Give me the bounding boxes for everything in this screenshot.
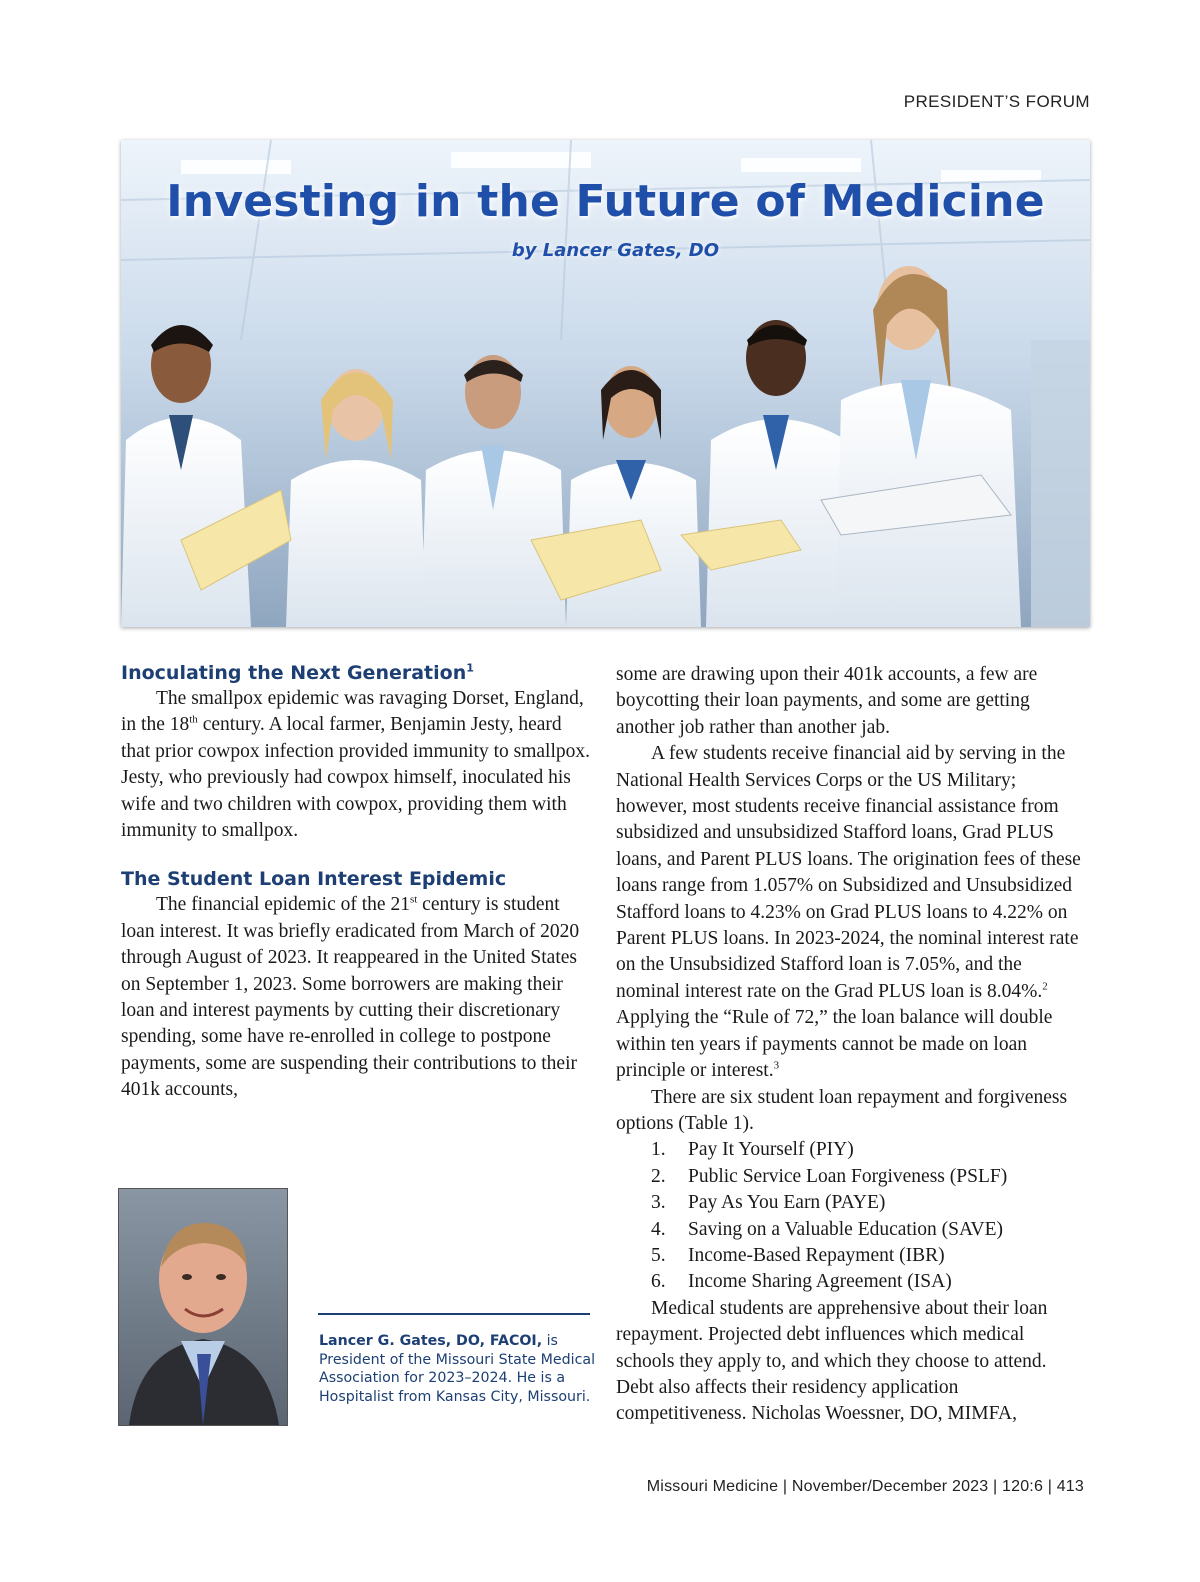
list-item: 5. Income-Based Repayment (IBR) <box>651 1244 945 1266</box>
list-item: 4. Saving on a Valuable Education (SAVE) <box>651 1218 1004 1240</box>
left-column <box>121 660 591 1104</box>
paragraph: There are six student loan repayment and forgiveness options (Table 1). <box>616 1086 1068 1134</box>
section-label: PRESIDENT’S FORUM <box>903 92 1090 111</box>
section-heading: The Student Loan Interest Epidemic <box>121 868 507 891</box>
list-item: 2. Public Service Loan Forgiveness (PSLF) <box>651 1165 1008 1187</box>
article-title: Investing in the Future of Medicine <box>166 176 1045 227</box>
paragraph: Medical students are apprehensive about their loan repayment. Projected debt influences which medical schools they apply to, and which they choose to attend. Debt also affects their residency application competitiveness. Nicholas Woessner, DO, MIMFA, <box>616 1297 1048 1425</box>
footnote-ref: 3 <box>773 1059 780 1072</box>
footnote-ref: 2 <box>1042 980 1048 993</box>
paragraph: The smallpox epidemic was ravaging Dorset, England, in the 18th century. A local farmer, Benjamin Jesty, heard that prior cowpox infection provided immunity to smallpox. Jesty, who previously had cowpox himself, inoculated his wife and two children with cowpox, providing them with immunity to smallpox. <box>121 688 591 842</box>
section-heading: Inoculating the Next Generation$^1$ <box>121 661 474 684</box>
paragraph: some are drawing upon their 401k accounts, a few are boycotting their loan payments, and some are getting another job rather than another jab. <box>616 664 1038 738</box>
list-item: 3. Pay As You Earn (PAYE) <box>651 1192 886 1214</box>
author-bio: Lancer G. Gates, DO, FACOI, is President of the Missouri State Medical Association for 2023–2024. He is a Hospitalist from Kansas City, Missouri. <box>319 1333 596 1405</box>
list-item: 1. Pay It Yourself (PIY) <box>651 1139 854 1161</box>
paragraph: A few students receive financial aid by serving in the National Health Services Corps or the US Military; however, most students receive financial assistance from subsidized and unsubsidized Stafford loans, Grad PLUS loans, and Parent PLUS loans. The origination fees of these loans range from 1.057% on Subsidized and Unsubsidized Stafford loans to 4.23% on Grad PLUS loans to 4.22% on Parent PLUS loans. In 2023-2024, the nominal interest rate on the Unsubsidized Stafford loan is 7.05%, and the nominal interest rate on the Grad PLUS loan is 8.04%.$^2$ Applying the “Rule of 72,” the loan balance will double within ten years if payments cannot be made on loan principle or interest.$^3$ <box>616 743 1081 1082</box>
hero-image <box>121 140 1090 627</box>
footnote-ref: 1 <box>466 661 474 675</box>
page-footer: Missouri Medicine | November/December 2023 | 120:6 | 413 <box>646 1478 1084 1495</box>
bio-divider <box>318 1313 590 1315</box>
paragraph: The financial epidemic of the 21st century is student loan interest. It was briefly eradicated from March of 2020 through August of 2023. It reappeared in the United States on September 1, 2023. Some borrowers are making their loan and interest payments by cutting their discretionary spending, some have re-enrolled in college to postpone payments, some are suspending their contributions to their 401k accounts, <box>121 893 580 1101</box>
author-photo <box>118 1188 288 1426</box>
list-item: 6. Income Sharing Agreement (ISA) <box>651 1271 952 1293</box>
options-list <box>616 1137 1086 1295</box>
right-column <box>616 662 1086 1428</box>
article-byline: by Lancer Gates, DO <box>511 240 720 261</box>
